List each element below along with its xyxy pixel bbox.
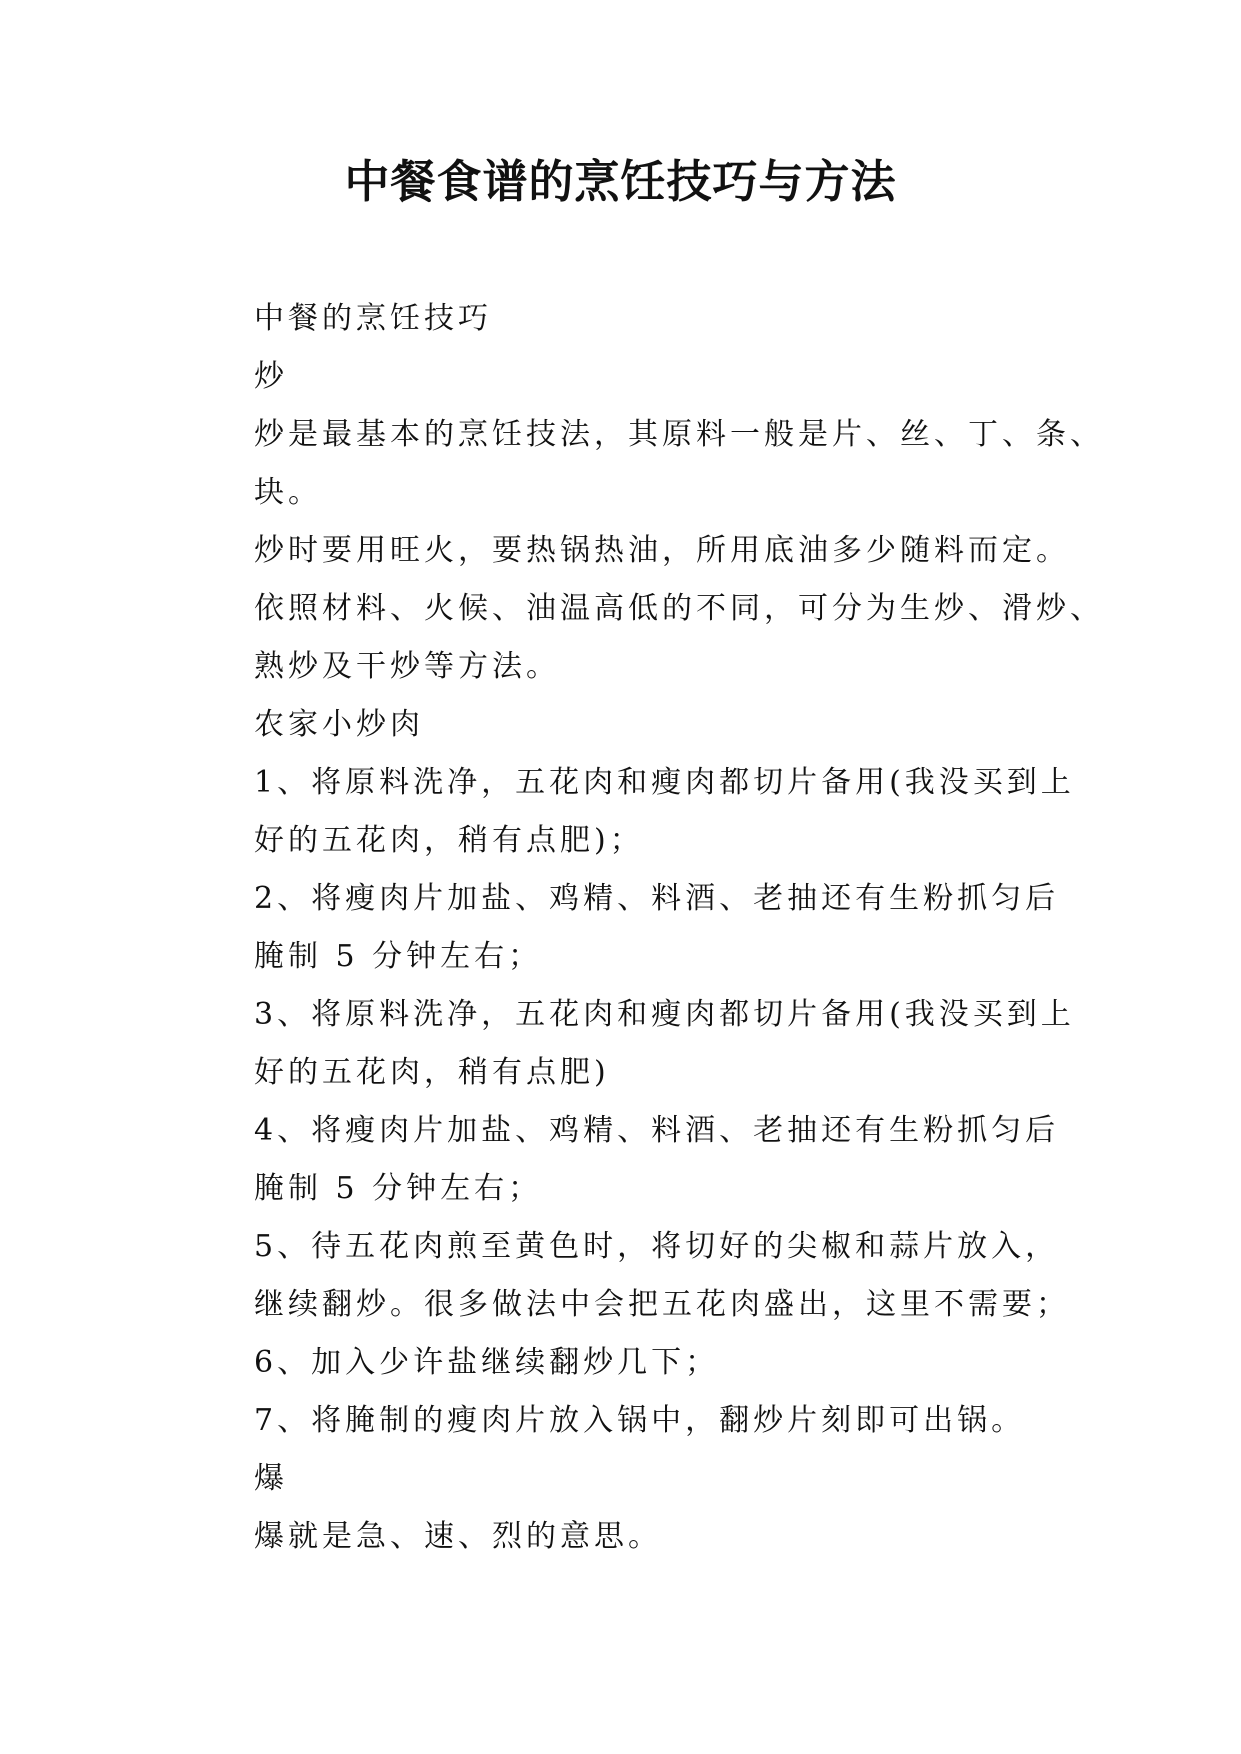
paragraph-line: 熟炒及干炒等方法。	[254, 649, 560, 684]
paragraph-line: 炒	[254, 359, 288, 394]
paragraph-line: 3、将原料洗净，五花肉和瘦肉都切片备用(我没买到上	[254, 997, 1075, 1032]
paragraph-step-3	[188, 986, 1075, 1102]
paragraph-stir-fry-heat	[188, 522, 1068, 580]
paragraph-stir-fry-types	[188, 580, 1104, 696]
paragraph-line: 4、将瘦肉片加盐、鸡精、料酒、老抽还有生粉抓匀后	[254, 1113, 1060, 1148]
paragraph-heading-cooking-skills	[188, 290, 1068, 348]
document-body	[188, 290, 1104, 1566]
paragraph-quick-fry-definition	[188, 1508, 1068, 1566]
paragraph-line: 好的五花肉，稍有点肥)	[254, 1055, 610, 1090]
paragraph-heading-quick-fry	[188, 1450, 1068, 1508]
paragraph-line: 1、将原料洗净，五花肉和瘦肉都切片备用(我没买到上	[254, 765, 1075, 800]
paragraph-line: 依照材料、火候、油温高低的不同，可分为生炒、滑炒、	[254, 591, 1104, 626]
paragraph-line: 腌制 5 分钟左右；	[254, 939, 543, 974]
paragraph-line: 好的五花肉，稍有点肥)；	[254, 823, 644, 858]
paragraph-step-7	[188, 1392, 1068, 1450]
paragraph-line: 继续翻炒。很多做法中会把五花肉盛出，这里不需要；	[254, 1287, 1070, 1322]
paragraph-recipe-title	[188, 696, 1068, 754]
paragraph-line: 农家小炒肉	[254, 707, 424, 742]
paragraph-step-1	[188, 754, 1075, 870]
paragraph-line: 腌制 5 分钟左右；	[254, 1171, 543, 1206]
document-title: 中餐食谱的烹饪技巧与方法	[344, 155, 897, 208]
paragraph-line: 爆	[254, 1461, 288, 1496]
paragraph-line: 5、待五花肉煎至黄色时，将切好的尖椒和蒜片放入，	[254, 1229, 1060, 1264]
paragraph-line: 7、将腌制的瘦肉片放入锅中，翻炒片刻即可出锅。	[254, 1403, 1026, 1438]
paragraph-line: 6、加入少许盐继续翻炒几下；	[254, 1345, 720, 1380]
paragraph-step-6	[188, 1334, 1068, 1392]
paragraph-step-4	[188, 1102, 1068, 1218]
paragraph-line: 2、将瘦肉片加盐、鸡精、料酒、老抽还有生粉抓匀后	[254, 881, 1060, 916]
paragraph-heading-stir-fry	[188, 348, 1068, 406]
paragraph-line: 块。	[254, 475, 322, 510]
paragraph-step-5	[188, 1218, 1068, 1334]
paragraph-line: 炒时要用旺火，要热锅热油，所用底油多少随料而定。	[254, 533, 1070, 568]
paragraph-stir-fry-definition	[188, 406, 1104, 522]
paragraph-step-2	[188, 870, 1068, 986]
paragraph-line: 炒是最基本的烹饪技法，其原料一般是片、丝、丁、条、	[254, 417, 1104, 452]
paragraph-line: 爆就是急、速、烈的意思。	[254, 1519, 662, 1554]
paragraph-line: 中餐的烹饪技巧	[254, 301, 492, 336]
